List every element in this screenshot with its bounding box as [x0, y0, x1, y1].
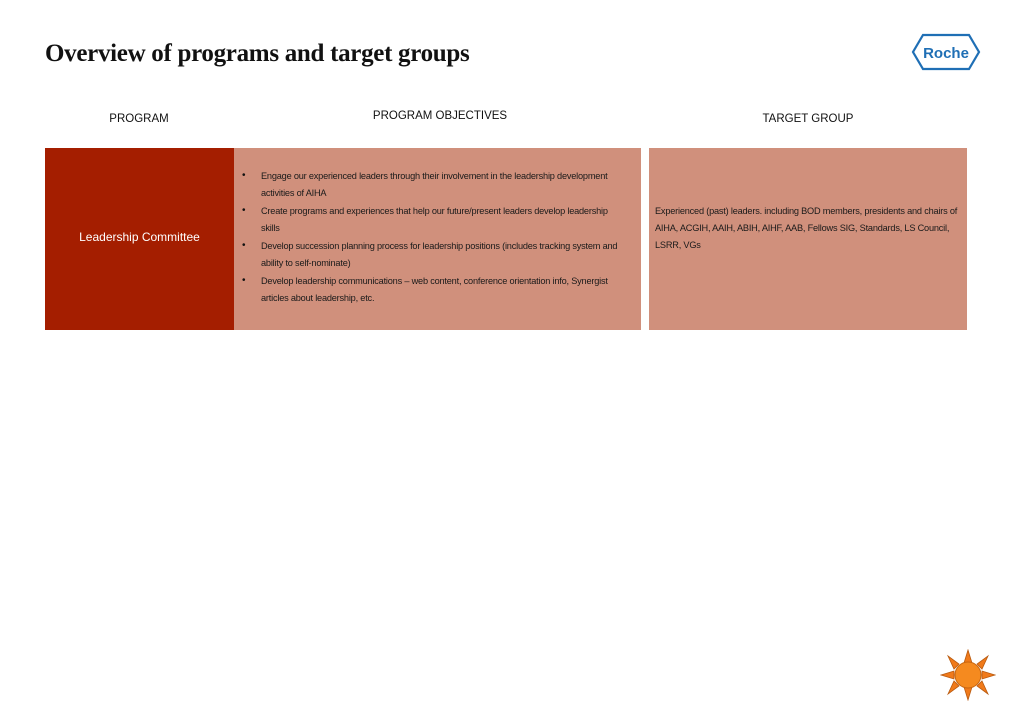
- target-group-cell: [649, 148, 967, 330]
- sun-icon: [940, 649, 996, 701]
- logo-text: Roche: [923, 45, 969, 62]
- column-header-target-group: TARGET GROUP: [762, 113, 854, 125]
- objective-item: • Develop leadership communications – web content, conference orientation info, Synergist articles about leadership, etc.: [242, 275, 608, 303]
- objective-item: • Create programs and experiences that help our future/present leaders develop leadership skills: [242, 205, 608, 233]
- program-cell: [45, 148, 234, 330]
- column-header-objectives: PROGRAM OBJECTIVES: [372, 110, 508, 122]
- bullet-icon: •: [242, 170, 246, 181]
- bullet-icon: •: [242, 275, 246, 286]
- target-group-text: Experienced (past) leaders. including BOD members, presidents and chairs of AIHA, ACGIH, AAIH, ABIH, AIHF, AAB, Fellows SIG, Standards, LS Council, LSRR, VGs: [655, 206, 958, 250]
- objective-item: • Develop succession planning process for leadership positions (includes tracking system and ability to self-nominate): [242, 240, 618, 268]
- objectives-cell: [234, 148, 641, 330]
- objective-item: • Engage our experienced leaders through their involvement in the leadership development activities of AIHA: [242, 170, 608, 198]
- objectives-list: [242, 168, 624, 308]
- bullet-icon: •: [242, 240, 246, 251]
- page-title: Overview of programs and target groups: [45, 40, 470, 67]
- roche-logo: [911, 33, 981, 71]
- bullet-icon: •: [242, 205, 246, 216]
- column-header-program: PROGRAM: [109, 113, 169, 125]
- program-name: Leadership Committee: [79, 230, 200, 244]
